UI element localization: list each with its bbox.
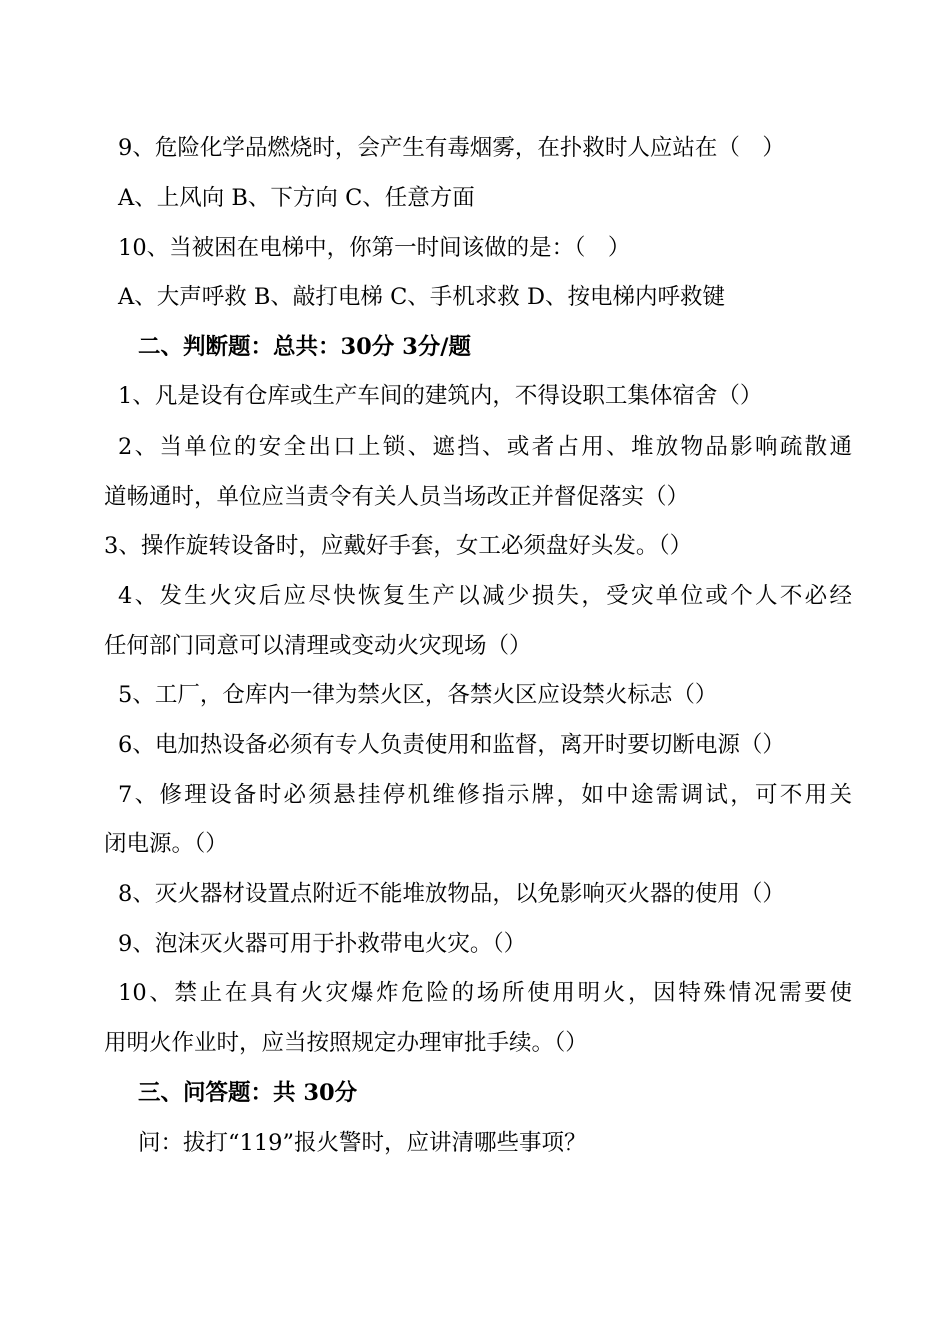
judge-item-7-line-2: 闭电源。（） — [104, 831, 228, 857]
judge-item-7-line-1: 7、修理设备时必须悬挂停机维修指示牌，如中途需调试，可不用关 — [118, 782, 852, 808]
qa-question: 问：拔打“119”报火警时，应讲清哪些事项？ — [138, 1130, 587, 1156]
judge-item-8: 8、灭火器材设置点附近不能堆放物品，以免影响灭火器的使用（） — [118, 881, 785, 907]
judge-item-4-line-1: 4、发生火灾后应尽快恢复生产以减少损失，受灾单位或个人不必经 — [118, 583, 852, 609]
judge-item-10-line-2: 用明火作业时，应当按照规定办理审批手续。（） — [104, 1030, 588, 1056]
judge-item-1: 1、凡是设有仓库或生产车间的建筑内，不得设职工集体宿舍（） — [118, 383, 763, 409]
judge-item-6: 6、电加热设备必须有专人负责使用和监督，离开时要切断电源（） — [118, 732, 785, 758]
judge-item-10-line-1: 10、禁止在具有火灾爆炸危险的场所使用明火，因特殊情况需要使 — [118, 980, 852, 1006]
choice-question-9: 9、危险化学品燃烧时，会产生有毒烟雾，在扑救时人应站在（ ） — [118, 135, 785, 161]
judge-item-2-line-2: 道畅通时，单位应当责令有关人员当场改正并督促落实（） — [104, 484, 690, 510]
choice-question-10-options: A、大声呼救 B、敲打电梯 C、手机求救 D、按电梯内呼救键 — [118, 284, 725, 310]
judge-item-9: 9、泡沫灭火器可用于扑救带电火灾。（） — [118, 931, 527, 957]
qa-section-heading: 三、问答题：共 30分 — [138, 1080, 358, 1106]
judge-item-4-line-2: 任何部门同意可以清理或变动火灾现场（） — [104, 633, 532, 659]
judge-item-3: 3、操作旋转设备时，应戴好手套，女工必须盘好头发。（） — [104, 533, 693, 559]
judge-section-heading: 二、判断题：总共：30分 3分/题 — [138, 334, 472, 360]
choice-question-10: 10、当被困在电梯中，你第一时间该做的是：（ ） — [118, 235, 631, 261]
judge-item-2-line-1: 2、当单位的安全出口上锁、遮挡、或者占用、堆放物品影响疏散通 — [118, 434, 852, 460]
judge-item-5: 5、工厂，仓库内一律为禁火区，各禁火区应设禁火标志（） — [118, 682, 718, 708]
choice-question-9-options: A、上风向 B、下方向 C、任意方面 — [118, 185, 475, 211]
